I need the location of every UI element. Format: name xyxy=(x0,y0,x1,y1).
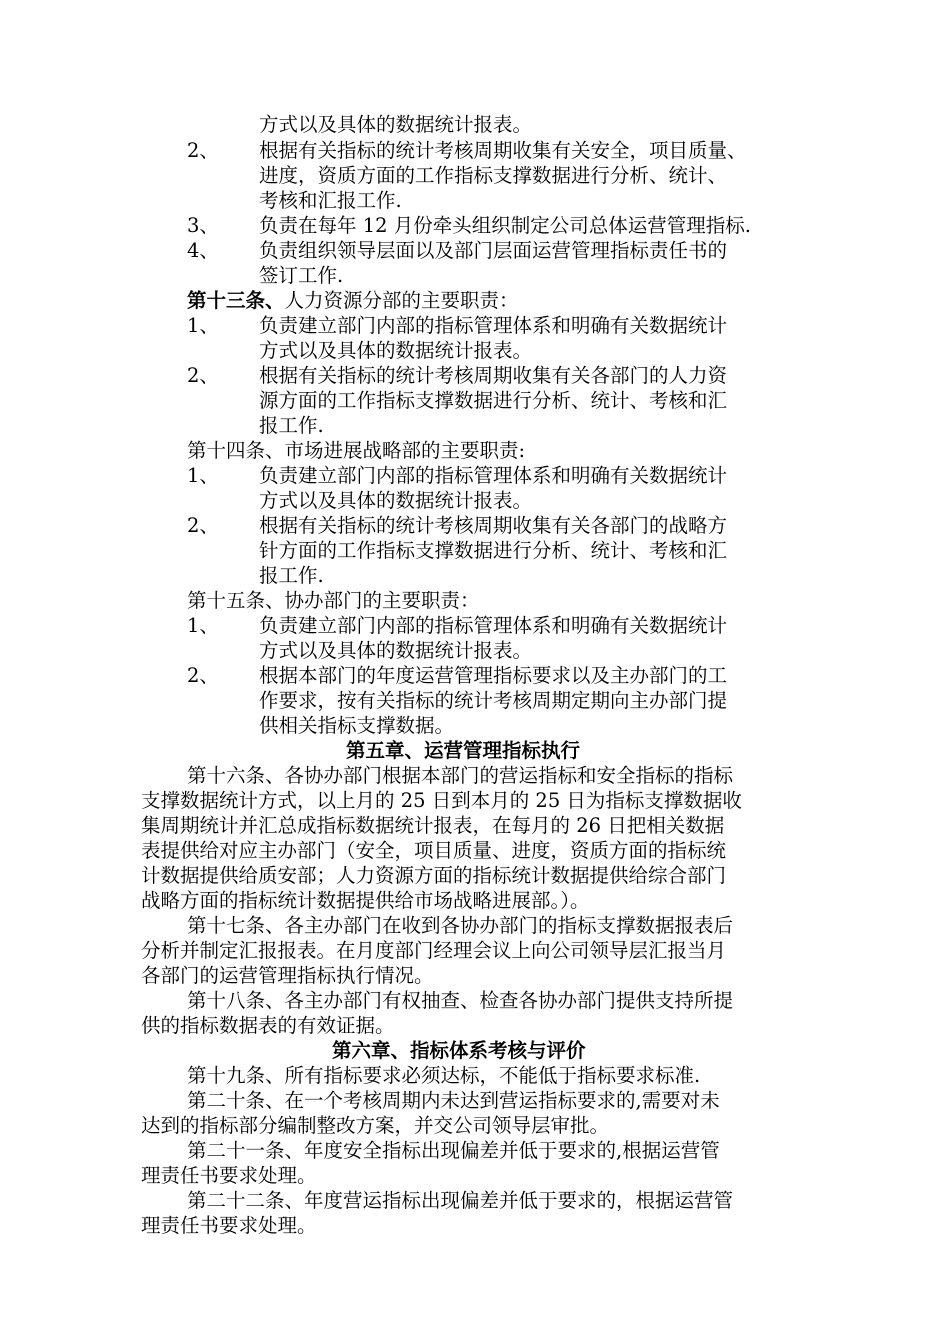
list-number: 2、 xyxy=(187,364,219,387)
text-line: 进度，资质方面的工作指标支撑数据进行分析、统计、 xyxy=(259,164,728,187)
article-heading xyxy=(187,288,519,313)
text-line: 签订工作. xyxy=(259,264,344,287)
list-number: 2、 xyxy=(187,139,219,162)
list-number: 2、 xyxy=(187,514,219,537)
text-line: 分析并制定汇报报表。在月度部门经理会议上向公司领导层汇报当月 xyxy=(141,939,727,962)
article-heading: 第十四条、市场进展战略部的主要职责: xyxy=(187,439,526,462)
text-line: 方式以及具体的数据统计报表。 xyxy=(259,339,533,362)
text-line: 方式以及具体的数据统计报表。 xyxy=(259,639,533,662)
text-line: 计数据提供给质安部；人力资源方面的指标统计数据提供给综合部门 xyxy=(141,864,727,887)
text-line: 根据有关指标的统计考核周期收集有关各部门的人力资 xyxy=(259,364,728,387)
text-line: 集周期统计并汇总成指标数据统计报表，在每月的 26 日把相关数据 xyxy=(141,814,725,837)
text-line: 第二十二条、年度营运指标出现偏差并低于要求的，根据运营管 xyxy=(187,1189,734,1212)
text-line: 报工作. xyxy=(259,564,324,587)
text-line: 源方面的工作指标支撑数据进行分析、统计、考核和汇 xyxy=(259,389,728,412)
text-line: 负责在每年 12 月份牵头组织制定公司总体运营管理指标. xyxy=(259,214,751,237)
article-label: 第十三条、 xyxy=(187,289,285,312)
text-line: 根据有关指标的统计考核周期收集有关安全，项目质量、 xyxy=(259,139,747,162)
chapter-heading: 第六章、指标体系考核与评价 xyxy=(332,1039,586,1062)
text-line: 负责建立部门内部的指标管理体系和明确有关数据统计 xyxy=(259,314,728,337)
text-line: 第十七条、各主办部门在收到各协办部门的指标支撑数据报表后 xyxy=(187,914,734,937)
text-line: 各部门的运营管理指标执行情况。 xyxy=(141,964,434,987)
text-line: 第十八条、各主办部门有权抽查、检查各协办部门提供支持所提 xyxy=(187,989,734,1012)
text-line: 表提供给对应主办部门（安全，项目质量、进度，资质方面的指标统 xyxy=(141,839,727,862)
text-line: 方式以及具体的数据统计报表。 xyxy=(259,113,533,136)
article-text: 人力资源分部的主要职责： xyxy=(284,289,519,312)
text-line: 第十六条、各协办部门根据本部门的营运指标和安全指标的指标 xyxy=(187,764,734,787)
text-line: 第二十条、在一个考核周期内未达到营运指标要求的,需要对未 xyxy=(187,1089,720,1112)
text-line: 理责任书要求处理。 xyxy=(141,1214,317,1237)
list-number: 1、 xyxy=(187,464,219,487)
text-line: 理责任书要求处理。 xyxy=(141,1164,317,1187)
text-line: 供相关指标支撑数据。 xyxy=(259,714,455,737)
text-line: 方式以及具体的数据统计报表。 xyxy=(259,489,533,512)
text-line: 第二十一条、年度安全指标出现偏差并低于要求的,根据运营管 xyxy=(187,1139,720,1162)
list-number: 2、 xyxy=(187,664,219,687)
text-line: 根据有关指标的统计考核周期收集有关各部门的战略方 xyxy=(259,514,728,537)
text-line: 针方面的工作指标支撑数据进行分析、统计、考核和汇 xyxy=(259,539,728,562)
list-number: 4、 xyxy=(187,239,219,262)
text-line: 第十九条、所有指标要求必须达标，不能低于指标要求标准. xyxy=(187,1064,701,1087)
text-line: 作要求，按有关指标的统计考核周期定期向主办部门提 xyxy=(259,689,728,712)
text-line: 负责建立部门内部的指标管理体系和明确有关数据统计 xyxy=(259,464,728,487)
text-line: 负责组织领导层面以及部门层面运营管理指标责任书的 xyxy=(259,239,728,262)
text-line: 考核和汇报工作. xyxy=(259,189,402,212)
article-heading: 第十五条、协办部门的主要职责： xyxy=(187,589,480,612)
text-line: 达到的指标部分编制整改方案，并交公司领导层审批。 xyxy=(141,1114,610,1137)
list-number: 1、 xyxy=(187,614,219,637)
text-line: 负责建立部门内部的指标管理体系和明确有关数据统计 xyxy=(259,614,728,637)
text-line: 报工作. xyxy=(259,414,324,437)
text-line: 根据本部门的年度运营管理指标要求以及主办部门的工 xyxy=(259,664,728,687)
text-line: 供的指标数据表的有效证据。 xyxy=(141,1014,395,1037)
text-line: 战略方面的指标统计数据提供给市场战略进展部。）。 xyxy=(141,889,590,912)
list-number: 1、 xyxy=(187,314,219,337)
chapter-heading: 第五章、运营管理指标执行 xyxy=(346,739,581,762)
list-number: 3、 xyxy=(187,214,219,237)
text-line: 支撑数据统计方式，以上月的 25 日到本月的 25 日为指标支撑数据收 xyxy=(141,789,742,812)
